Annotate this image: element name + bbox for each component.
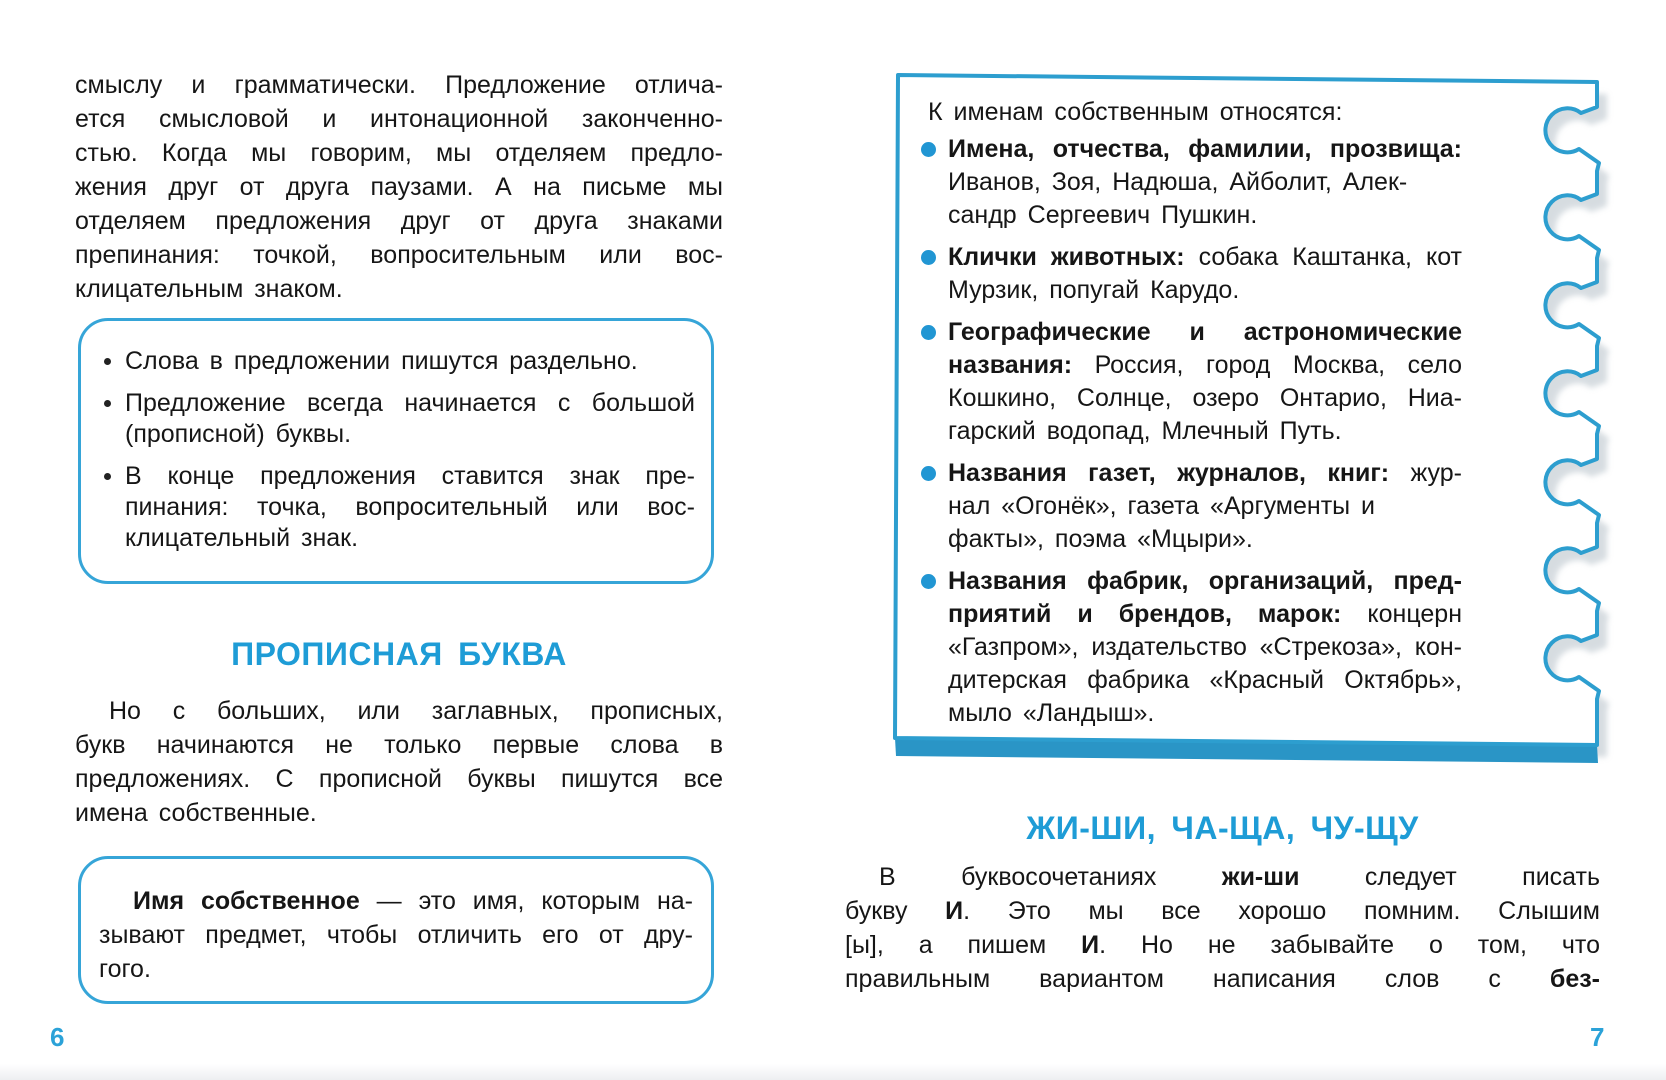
notebook-callout <box>890 72 1614 776</box>
bullet-icon <box>921 250 936 265</box>
text-line: Имя собственное — это имя, которым на- <box>133 887 694 915</box>
text-line: Географические и астрономические <box>948 318 1462 346</box>
text-line: Имена, отчества, фамилии, прозвища: <box>948 135 1462 163</box>
text-line: Клички животных: собака Каштанка, кот <box>948 243 1462 271</box>
text-line: Названия газет, журналов, книг: жур- <box>948 459 1462 487</box>
page-number-right: 7 <box>1590 1022 1605 1052</box>
list-item <box>948 565 1462 730</box>
text-line: Названия фабрик, организаций, пред- <box>948 567 1462 595</box>
text-line: имена собственные. <box>75 799 317 827</box>
text-line: Предложение всегда начинается с большой <box>125 389 695 417</box>
text-line: Но с больших, или заглавных, прописных, <box>109 697 723 725</box>
text-line: предложениях. С прописной буквы пишутся все <box>75 765 723 793</box>
zhi-shi-paragraph <box>845 860 1600 996</box>
text-line: мыло «Ландыш». <box>948 699 1155 727</box>
text-line: факты», поэма «Мцыри». <box>948 525 1253 553</box>
text-line: Мурзик, попугай Карудо. <box>948 276 1240 304</box>
bullet-icon <box>921 325 936 340</box>
list-item <box>948 133 1462 232</box>
text-line: нал «Огонёк», газета «Аргументы и <box>948 492 1376 520</box>
text-line: букв начинаются не только первые слова в <box>75 731 723 759</box>
list-item <box>948 241 1462 307</box>
list-item <box>948 457 1462 556</box>
notebook-intro: К именам собственным относятся: <box>928 98 1343 126</box>
section-heading-capital-letter: ПРОПИСНАЯ БУКВА <box>231 636 567 672</box>
text-line: правильным вариантом написания слов с без- <box>845 965 1600 993</box>
proper-names-list <box>948 133 1462 730</box>
text-line: смыслу и грамматически. Предложение отлича- <box>75 71 723 99</box>
text-line: названия: Россия, город Москва, село <box>948 351 1462 379</box>
text-line: Слова в предложении пишутся раздельно. <box>125 347 638 375</box>
text-line: Кошкино, Солнце, озеро Онтарио, Ниа- <box>948 384 1462 412</box>
text-line: «Газпром», издательство «Стрекоза», кон- <box>948 633 1462 661</box>
text-line: клицательный знак. <box>125 524 359 552</box>
text-line: В буквосочетаниях жи-ши следует писать <box>879 863 1601 891</box>
text-line: пинания: точка, вопросительный или вос- <box>125 493 695 521</box>
text-line: отделяем предложения друг от друга знаками <box>75 207 723 235</box>
text-line: клицательным знаком. <box>75 275 343 303</box>
text-line: дитерская фабрика «Красный Октябрь», <box>948 666 1462 694</box>
text-line: (прописной) буквы. <box>125 420 352 448</box>
bullet-icon <box>921 142 936 157</box>
text-line: приятий и брендов, марок: концерн <box>948 600 1462 628</box>
text-line: гого. <box>99 955 151 983</box>
text-line: препинания: точкой, вопросительным или вос- <box>75 241 723 269</box>
text-line: [ы], а пишем И. Но не забывайте о том, что <box>845 931 1600 959</box>
text-line: зывают предмет, чтобы отличить его от дру- <box>99 921 693 949</box>
text-line: ется смысловой и интонационной законченно- <box>75 105 723 133</box>
notebook-content <box>928 96 1462 739</box>
text-line: гарский водопад, Млечный Путь. <box>948 417 1342 445</box>
text-line: В конце предложения ставится знак пре- <box>125 462 695 490</box>
text-line: жения друг от друга паузами. А на письме мы <box>75 173 723 201</box>
section-heading-zhi-shi: ЖИ-ШИ, ЧА-ЩА, ЧУ-ЩУ <box>1026 810 1419 846</box>
scan-edge-shadow <box>0 1064 1666 1080</box>
text-line: стью. Когда мы говорим, мы отделяем предло- <box>75 139 723 167</box>
text-line: букву И. Это мы все хорошо помним. Слышим <box>845 897 1600 925</box>
text-line: Иванов, Зоя, Надюша, Айболит, Алек- <box>948 168 1408 196</box>
bullet-icon <box>921 574 936 589</box>
page-number-left: 6 <box>50 1022 65 1052</box>
bullet-icon <box>921 466 936 481</box>
list-item <box>948 316 1462 448</box>
text-line: сандр Сергеевич Пушкин. <box>948 201 1258 229</box>
